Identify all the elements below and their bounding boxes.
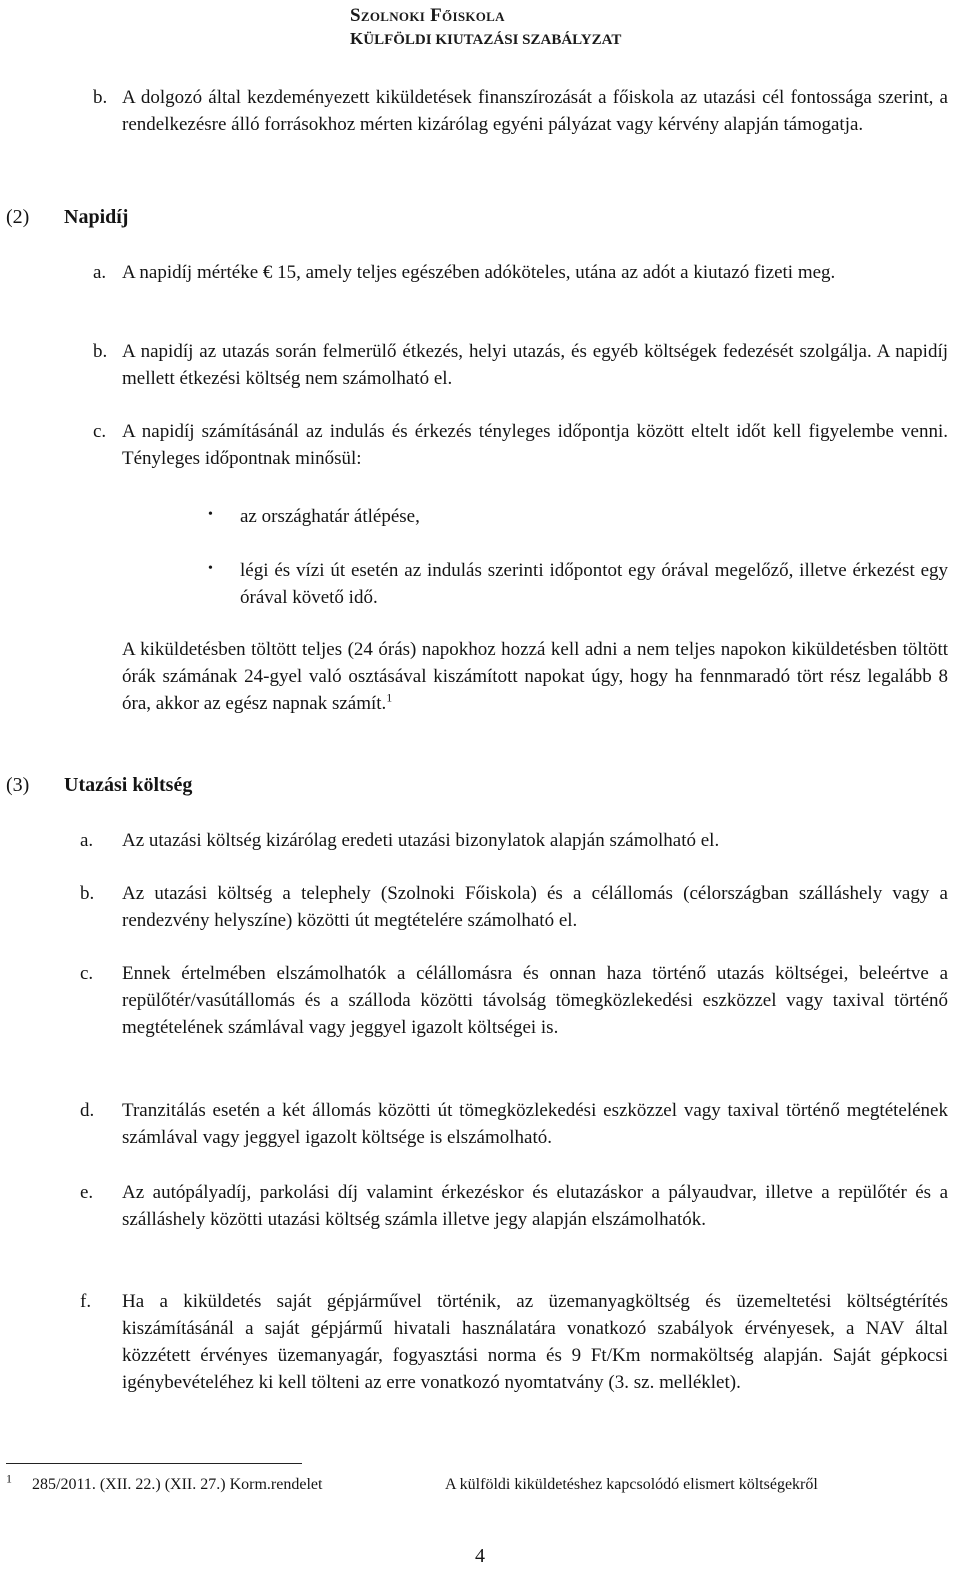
document-title: [350, 28, 621, 51]
bullet-icon: •: [208, 561, 213, 576]
list-marker: a.: [80, 830, 94, 851]
list-marker: a.: [93, 262, 107, 283]
list-item: Ennek értelmében elszámolhatók a célállomásra és onnan haza történő utazás költségei, beleértve a repülőtér/vasútállomás és a szálloda közötti távolság tömegközlekedési eszközzel vagy taxival történő megtételének számlával vagy jeggyel igazolt költségei is.: [122, 963, 948, 1038]
list-item: A napidíj számításánál az indulás és érkezés tényleges időpontja között eltelt időt kell figyelembe venni. Tényleges időpontnak minősül:: [122, 421, 948, 469]
section-number: (2): [6, 206, 30, 228]
bullet-icon: •: [208, 507, 213, 522]
list-marker: f.: [80, 1291, 92, 1312]
list-item: A napidíj mértéke € 15, amely teljes egészében adóköteles, utána az adót a kiutazó fizeti meg.: [122, 262, 836, 283]
list-item: A napidíj az utazás során felmerülő étkezés, helyi utazás, és egyéb költségek fedezését szolgálja. A napidíj mellett étkezési költség nem számolható el.: [122, 341, 948, 389]
list-marker: e.: [80, 1182, 94, 1203]
list-marker: b.: [93, 341, 108, 362]
list-item: Ha a kiküldetés saját gépjárművel történik, az üzemanyagköltség és üzemeltetési költségtérítés kiszámításánál a saját gépjármű hivatali használatára vonatkozó szabályok érvényesek, a NAV által közzétett érvényes üzemanyagár, fogyasztási norma és 9 Ft/Km normaköltség alapján. Saját gépkocsi igénybevételéhez ki kell tölteni az erre vonatkozó nyomtatvány (3. sz. melléklet).: [122, 1291, 948, 1393]
list-marker: b.: [80, 883, 95, 904]
list-marker: c.: [93, 421, 107, 442]
list-marker: c.: [80, 963, 94, 984]
page-number: 4: [475, 1545, 485, 1567]
footnote-reference-text: 285/2011. (XII. 22.) (XII. 27.) Korm.rendelet: [32, 1476, 323, 1493]
document-title-initial: K: [350, 29, 364, 48]
footnote-number: 1: [6, 1471, 12, 1486]
document-title-rest: ÜLFÖLDI KIUTAZÁSI SZABÁLYZAT: [363, 32, 622, 48]
page-header: [350, 4, 621, 51]
footnote-title: A külföldi kiküldetéshez kapcsolódó elismert költségekről: [445, 1476, 818, 1493]
paragraph-full-days: [122, 636, 948, 717]
section-title: Utazási költség: [64, 774, 193, 796]
footnote-separator: [6, 1463, 302, 1464]
section-number: (3): [6, 774, 30, 796]
list-marker: d.: [80, 1100, 95, 1121]
institution-name: Szolnoki Főiskola: [350, 5, 505, 26]
list-item: Tranzitálás esetén a két állomás közötti út tömegközlekedési eszközzel vagy taxival történő megtételének számlával vagy jeggyel igazolt költsége is elszámolható.: [122, 1100, 948, 1148]
section-heading-utazasi-koltseg: [6, 772, 192, 799]
section-heading-napidij: [6, 204, 128, 231]
section-title: Napidíj: [64, 206, 129, 228]
list-item: Az utazási költség a telephely (Szolnoki Főiskola) és a célállomás (célországban szálláshely vagy a rendezvény helyszíne) közötti út megtételére számolható el.: [122, 883, 948, 931]
paragraph-funding: A dolgozó által kezdeményezett kiküldetések finanszírozását a főiskola az utazási cél fontossága szerint, a rendelkezésre álló forrásokhoz mérten kizárólag egyéni pályázat vagy kérvény alapján támogatja.: [122, 87, 948, 135]
footnote: [6, 1471, 323, 1496]
bullet-item: az országhatár átlépése,: [240, 506, 420, 527]
list-item: Az utazási költség kizárólag eredeti utazási bizonylatok alapján számolható el.: [122, 830, 720, 851]
paragraph-full-days-text: A kiküldetésben töltött teljes (24 órás) napokhoz hozzá kell adni a nem teljes napokon kiküldetésben töltött órák számának 24-gyel való osztásával kiszámított napokat úgy, hogy ha fennmaradó tört rész legalább 8 óra, akkor az egész napnak számít.: [122, 639, 948, 714]
footnote-reference: 1: [386, 690, 393, 705]
bullet-item: légi és vízi út esetén az indulás szerinti időpontot egy órával megelőző, illetve érkezést egy órával követő idő.: [240, 560, 948, 608]
list-marker: b.: [93, 87, 108, 108]
list-item: Az autópályadíj, parkolási díj valamint érkezéskor és elutazáskor a pályaudvar, illetve a repülőtér és a szálláshely közötti utazási költség számla illetve jegy alapján elszámolhatók.: [122, 1182, 948, 1230]
